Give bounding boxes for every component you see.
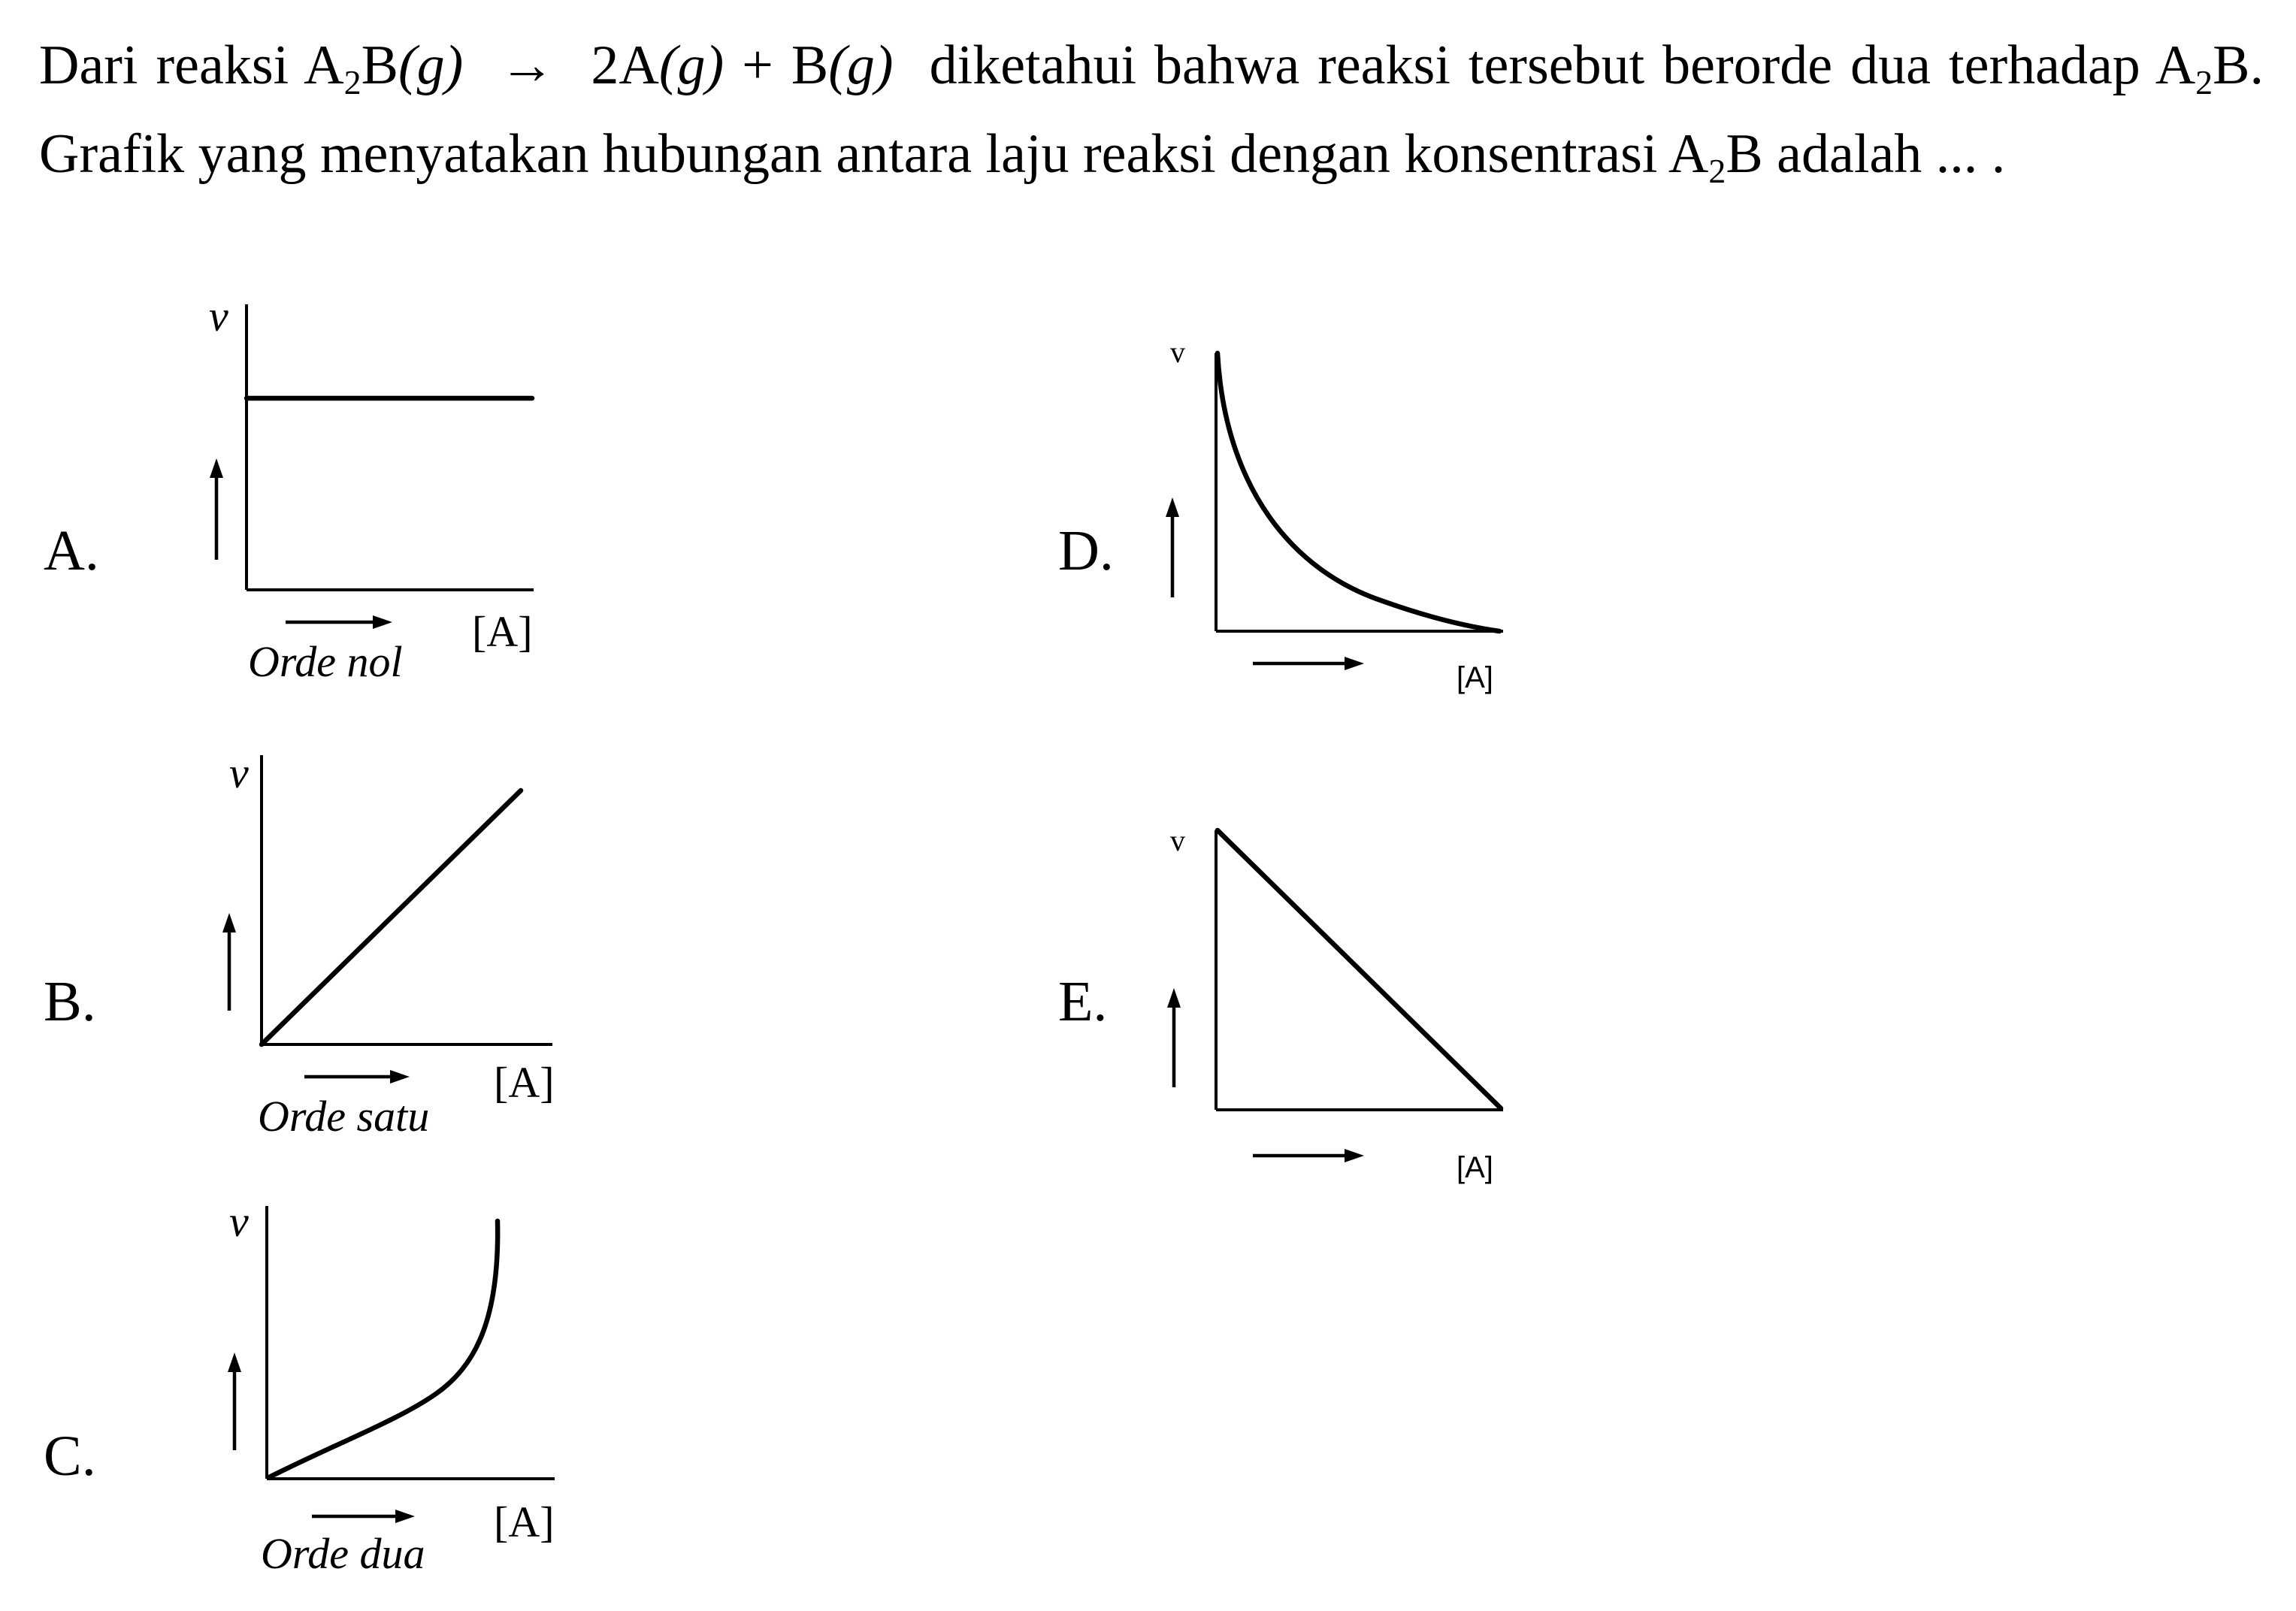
question-part: diketahui bahwa reaksi tersebut berorde dua terhadap A [929, 35, 2196, 96]
question-part: 2A [591, 35, 659, 96]
x-axis-label: [A] [494, 1498, 555, 1546]
y-axis-label: v [1170, 335, 1185, 369]
question-part: B [361, 35, 398, 96]
x-axis-label: [A] [494, 1058, 555, 1107]
question-part: B adalah ... . [1726, 123, 2006, 185]
option-d-letter[interactable]: D. [1058, 519, 1114, 582]
option-b-letter[interactable]: B. [44, 970, 96, 1033]
subscript: 2 [2195, 63, 2213, 101]
x-axis-label: [A] [1457, 1151, 1493, 1184]
order-caption: Orde dua [261, 1529, 425, 1578]
order-caption: Orde nol [248, 637, 403, 686]
option-a-letter[interactable]: A. [44, 519, 99, 582]
plus-sign: + [742, 35, 773, 96]
right-arrow-icon [1345, 1149, 1364, 1162]
option-e-letter[interactable]: E. [1058, 970, 1108, 1033]
y-axis-label: v [229, 1197, 249, 1246]
state-symbol: (g) [828, 35, 894, 96]
question-part: B [791, 35, 829, 96]
y-axis-label: v [1170, 824, 1185, 857]
question-part: B. Grafik yang menyatakan hubungan antara laju reaksi dengan konsentrasi A [39, 35, 2264, 185]
subscript: 2 [1708, 152, 1726, 190]
up-arrow-icon [1167, 988, 1181, 1008]
state-symbol: (g) [658, 35, 724, 96]
y-axis-label: v [229, 748, 249, 797]
x-axis-label: [A] [1457, 661, 1493, 694]
subscript: 2 [343, 63, 361, 101]
rate-line [1218, 830, 1501, 1108]
y-axis-label: v [209, 292, 228, 340]
reaction-arrow: → [499, 35, 555, 96]
question-part: Dari reaksi A [39, 35, 344, 96]
option-c-letter[interactable]: C. [44, 1425, 96, 1488]
order-caption: Orde satu [258, 1092, 430, 1141]
state-symbol: (g) [398, 35, 464, 96]
x-axis-label: [A] [472, 607, 533, 656]
